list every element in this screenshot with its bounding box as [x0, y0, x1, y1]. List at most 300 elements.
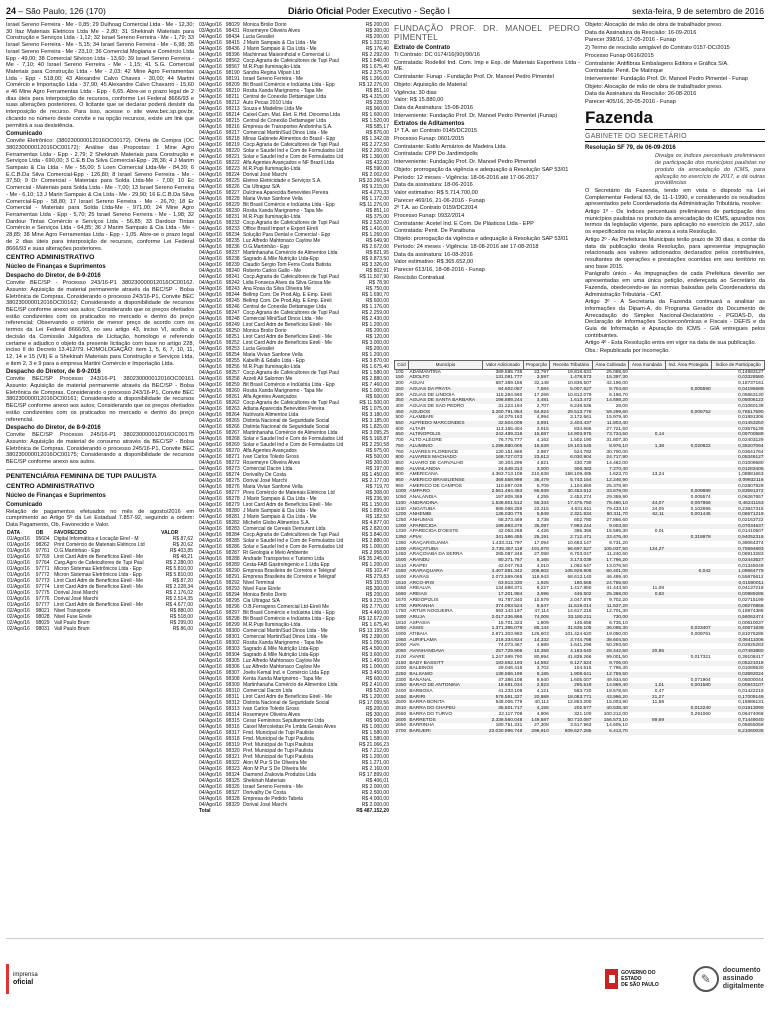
table-cell: R$ 1.450,00	[361, 472, 389, 478]
table-cell: Digital Informática e Locação Eirel - M	[54, 535, 139, 542]
table-cell: 9,940	[536, 677, 549, 683]
table-cell: 2100	[395, 654, 407, 660]
table-cell: R$ 1.675,40	[361, 364, 389, 370]
table-cell: 3.517.963	[570, 723, 592, 729]
table-cell: 19.050,00	[606, 632, 628, 638]
table-cell: J Marin Sampaio & Cia Ltda - Me	[242, 508, 317, 514]
table-cell: R$ 649,90	[365, 238, 389, 244]
table-cell: R$ 2.280,00	[165, 559, 193, 566]
table-cell: 98253	[225, 346, 240, 352]
table-cell: R$ 880,00	[169, 607, 193, 614]
payments-col-header: OB	[35, 529, 44, 536]
table-cell: 1.613.472	[550, 398, 593, 404]
table-cell: 0,71449040	[712, 718, 765, 724]
text-line: Parecer 405/16, 20-05-2016 - Funap	[585, 99, 676, 106]
table-cell: 118,943	[531, 575, 549, 581]
table-cell: 98218	[225, 136, 240, 142]
table-cell: 8.976,10	[592, 444, 628, 450]
payments-table-2	[198, 22, 390, 814]
table-cell: 296.519	[550, 683, 593, 689]
table-cell: 11,08	[652, 586, 665, 592]
table-cell: 158.109.485	[564, 472, 592, 478]
table-cell: 04/Ago/16	[199, 430, 222, 436]
table-cell: Azzeli Ali Salomon Me	[242, 376, 293, 382]
table-cell: R$ 1.416,00	[361, 226, 389, 232]
text-line: Contratante: Funap - Fundação Prof. Dr. Manoel Pedro Pimentel	[394, 74, 554, 81]
table-cell: R$ 200,00	[365, 328, 389, 334]
table-cell: 4.363.713.109	[491, 472, 523, 478]
resolucao-title: Resolução SF 79, de 06-09-2016	[585, 144, 676, 151]
text-line: Parágrafo único - As impugnações de cada Prefeitura deverão ser apresentadas em uma única petição, endereçada ao Secretário da Fazenda, obedecendo-se às normas baixadas pela Coordenadoria da Administração Tributária - CAT.	[585, 271, 765, 298]
table-cell: 0,07493880	[712, 649, 765, 655]
table-cell: 02/Ago/16	[7, 607, 30, 614]
table-cell: 0,05346127	[712, 455, 765, 461]
table-cell: 12.759,50	[592, 672, 628, 678]
table-cell: 197.809.369	[495, 495, 523, 501]
table-cell: 46.499,40	[606, 575, 628, 581]
table-cell: 98288	[225, 556, 240, 562]
table-cell: R$ 2.820,00	[361, 526, 389, 532]
table-cell: BARRETOS	[408, 718, 482, 724]
table-cell: 38.604,50	[592, 638, 628, 644]
table-cell: R$ 1.000,00	[361, 724, 389, 730]
table-cell: R$ 300,00	[365, 586, 389, 592]
col1-paragraph-2: Convite Eletrônico: (380230000012016OC00172). Oferta de Compra (OC 380230000012016OC00172): Análise das Propostas: 1 Mine Agro Ferramentas Ltda - Epp - 2,79; 2 Shekinah Materiais para Construção e Serviços Ltda - 690,00; 3 C.E.B.Da Silva Comercial-Epp - 28,36; 4 J Marim Sampaio & Cia Ltda - Me - 55,00; 5 Loen Comercial Ltda-Me - 84,39; 6 E.C.B.Da Silva Comercial-Epp - 126,80; 8 Israel Sereno Ferreira - Me - 37,50; 9 Dr Comercial - Materiais para Solda Ltda-Me - 7,00; 10 Ec Comercial - Materiais para Solda Ltda - Me - 7,00; 13 Israel Sereno Ferreira - Me - 6,10; 13 J Marin Sampaio & Cia Ltda - Me - 29,90; 16 E.C.B.Da Silva Comercial-Epp - 58,80; 17 Israel Sereno Ferreira - Me - 26,70; 18 Er Comercial - Materiais para Solda Ltda-Me - 971,00; 24 Mine Agro Ferramentas Ltda - Epp - 5,70; 25 Israel Sereno Ferreira - Me - 1,98; 32 Dardour Tintas Comércio e Serviços Ltda - 56,85; 33 Dardour Tintas Comércio e Serviços Ltda - 64,85; 36 J Marim Sampaio & Cia Ltda - Me - 28,85; 38 Mine Agro Ferramentas Ltda - Epp - 1,05. Abre-se o prazo legal de 2 dias úteis para interposição de recursos, conforme Lei Federal 8666/93 e suas alterações posteriores.	[6, 138, 194, 252]
table-cell: 4,821	[536, 460, 549, 466]
table-cell: 0,06411006	[712, 638, 765, 644]
table-cell: Shekinah Materiais	[242, 778, 286, 784]
table-cell: ANDRADINA	[408, 501, 482, 507]
table-cell: R$ 2.770,00	[361, 604, 389, 610]
table-cell: 04/Ago/16	[199, 214, 222, 220]
table-cell: 0,001580	[665, 683, 712, 689]
table-cell: Lirot Card Adm de Benefícios Eireli - Me	[242, 502, 332, 508]
table-cell: 04/Ago/16	[199, 532, 222, 538]
table-cell: 98237	[225, 250, 240, 256]
table-cell: R$ 1.360,00	[361, 154, 389, 160]
header-city: São Paulo, 126 (170)	[25, 6, 106, 16]
table-cell: 04/Ago/16	[199, 712, 222, 718]
table-cell: 0,05655059	[738, 723, 764, 729]
table-cell: 97777	[35, 601, 50, 608]
table-cell: R$ 2.272,50	[361, 142, 389, 148]
table-cell: 36.095,30	[592, 626, 628, 632]
table-cell: 99.001,50	[606, 654, 628, 660]
table-cell: 04/Ago/16	[199, 628, 222, 634]
table-cell: 3,987	[536, 449, 549, 455]
table-cell: Distinta Nacional de Seguridade Social	[242, 700, 330, 706]
table-cell: 0,01345049	[738, 563, 764, 569]
table-cell: 98228	[225, 196, 240, 202]
table-cell: 0,01422219	[738, 689, 764, 695]
table-cell: Cesta-FAB Gastroingenio e 1 Ltda Epp	[242, 562, 330, 568]
table-cell: 3,891	[523, 421, 550, 427]
table-cell: R$ 4.000,00	[361, 796, 389, 802]
table-cell: R$ 432,00	[365, 160, 389, 166]
table-cell: ARAÇOIABA DA SERRA	[409, 552, 463, 558]
table-cell: 1,09664779	[712, 569, 765, 575]
table-cell: 0,01453250	[712, 421, 765, 427]
table-cell: 4.631.611	[570, 506, 592, 512]
table-cell: 63.913.330	[483, 581, 524, 587]
table-cell: 134.888.371	[495, 586, 523, 592]
table-cell: 98238	[225, 256, 240, 262]
table-cell: 0,00843107	[712, 683, 765, 689]
table-cell: 6.413,70	[592, 729, 628, 735]
table-cell: 650	[395, 432, 409, 438]
table-cell: 98234	[225, 232, 240, 238]
table-cell: 2510	[395, 706, 409, 712]
table-cell: Ivan Carlos Toledo Gross	[242, 454, 299, 460]
table-cell: Empresa de Transportes Andorinha S.A.	[242, 124, 333, 130]
table-cell: Bit Brasil Comércio e Indústria Ltda - Epp	[242, 82, 335, 88]
table-cell: Carg.Agro de Cafeicultores de Tupi Paul	[54, 559, 144, 566]
table-cell: Bit Brasil Comércio e Indústria Ltda - Epp	[242, 202, 335, 208]
table-cell: 68.373.469	[498, 517, 523, 523]
table-cell: 98289	[225, 562, 240, 568]
table-cell: BARBOSA	[409, 689, 433, 695]
table-cell: 2.712.471	[550, 535, 593, 541]
table-cell: 73.734,50	[592, 432, 628, 438]
table-cell: 300	[395, 392, 404, 398]
table-cell: R$ 20,62	[172, 541, 193, 548]
table-cell: 2.321.934	[550, 512, 593, 518]
table-cell: R$ 1.266,00	[361, 76, 389, 82]
table-cell: Comercial de Cereais Demurant Ltda	[242, 526, 326, 532]
header-rule	[6, 18, 764, 19]
table-cell: 0,06571219	[712, 512, 765, 518]
table-cell: 40,114	[534, 700, 549, 706]
stamp-line3: digitalmente	[722, 982, 764, 990]
table-cell: 97775	[35, 589, 50, 596]
table-cell: R$ 200,00	[365, 346, 389, 352]
table-cell: Nivel Fuse Eirele	[54, 613, 92, 620]
table-cell: R$ 4.460,00	[361, 610, 389, 616]
table-cell: 306.383	[550, 467, 593, 473]
table-cell: 04/Ago/16	[199, 670, 222, 676]
table-cell: 04/Ago/16	[199, 178, 222, 184]
table-cell: 450	[395, 410, 409, 416]
table-cell: 98250	[225, 328, 240, 334]
table-cell: 35.601.717	[483, 706, 524, 712]
table-cell: 98029	[35, 619, 50, 626]
table-cell: Micron Sistemas Eletrônicos Ltda - Epp	[54, 571, 142, 578]
table-cell: 0,14883127	[738, 369, 764, 375]
table-cell: R$ 1.825,00	[361, 424, 389, 430]
table-cell: 11.240,60	[606, 552, 628, 558]
table-cell: R$ 200,00	[365, 22, 389, 28]
table-cell: 2700	[395, 729, 409, 735]
table-cell: 0,009889	[665, 489, 712, 495]
table-cell: 430.739	[574, 460, 592, 466]
table-cell: 27,088	[534, 552, 549, 558]
table-cell: BÁLSAMO	[408, 672, 482, 678]
table-cell: 80.271.767	[483, 558, 524, 564]
table-cell: 98396	[225, 52, 240, 58]
text-line: Rescisão Contratual	[394, 274, 445, 281]
table-cell: 22.117.709	[498, 711, 523, 717]
table-cell: 550	[395, 421, 409, 427]
table-cell: Andrade Transportes e Turismo Ltda	[242, 556, 325, 562]
table-cell: 98241	[225, 274, 240, 280]
text-line: Valor: R$ 15.880,00	[394, 97, 444, 104]
table-cell: 04/Ago/16	[199, 280, 222, 286]
table-cell: Fmd. Municipal de Tupi Paulista	[242, 730, 314, 736]
table-cell: 04/Ago/16	[199, 244, 222, 250]
table-cell: 97774	[35, 583, 50, 590]
table-cell: 136.030.775	[483, 512, 524, 518]
table-cell: 97771	[35, 565, 50, 572]
table-cell: Rosemeyre Oliveira Alves	[242, 28, 301, 34]
table-cell: 98190	[225, 70, 240, 76]
table-cell: 1750	[395, 609, 407, 615]
table-cell: 04/Ago/16	[199, 46, 222, 52]
text-line: Período: 12 meses - Vigência: 18-06-2016 até 17-06-2017	[394, 174, 539, 181]
icms-table-body	[395, 369, 765, 735]
table-cell: 98329	[225, 802, 240, 808]
table-cell: 14.462,00	[606, 460, 628, 466]
table-cell: 9.706,00	[592, 661, 628, 667]
table-cell: J Marin Sampaio & Cia Ltda - Me	[242, 46, 317, 52]
table-cell: 02/Ago/16	[7, 625, 30, 632]
table-cell: 0,017321	[690, 654, 711, 660]
table-cell: 0,01590011	[712, 581, 765, 587]
table-cell: R$ 2.292,00	[361, 52, 389, 58]
col1-nucleo-heading: Núcleo de Finanças e Suprimentos	[6, 264, 106, 271]
table-cell: 04/Ago/16	[199, 556, 222, 562]
table-cell: 98256	[225, 364, 240, 370]
table-cell: 98240	[225, 268, 240, 274]
table-cell: 0,09700589	[712, 432, 765, 438]
table-cell: 3,000	[523, 467, 550, 473]
table-cell: 98242	[225, 280, 240, 286]
table-cell: 01/Ago/16	[7, 559, 30, 566]
table-cell: 760	[395, 449, 404, 455]
table-cell: 4,121	[536, 689, 549, 695]
table-cell: 730,00	[592, 615, 628, 621]
table-cell: 0,17009149	[712, 695, 765, 701]
table-cell: 04/Ago/16	[199, 130, 222, 136]
table-row	[395, 387, 765, 393]
table-cell: 04/Ago/16	[199, 658, 222, 664]
table-cell: 8,185	[523, 672, 550, 678]
table-cell: R$ 2.200,00	[361, 148, 389, 154]
table-cell: 33.476,40	[592, 535, 628, 541]
table-cell: 04/Ago/16	[199, 784, 222, 790]
table-cell: 04/Ago/16	[199, 688, 222, 694]
table-cell: 60.311,70	[592, 512, 628, 518]
table-cell: Solar e Saudel Ind e Com de Formulados Ltd	[242, 538, 344, 544]
table-cell: 04/Ago/16	[199, 676, 222, 682]
table-cell: Ana Rosa da Silva Oliveira Me	[242, 286, 311, 292]
table-cell: 98305	[225, 658, 240, 664]
table-cell: 1350	[395, 535, 409, 541]
table-cell: 04/Ago/16	[199, 196, 222, 202]
table-cell: 65,939	[523, 489, 550, 495]
icms-col-header: Município	[408, 361, 482, 370]
table-cell: R$ 33.260,54	[358, 178, 389, 184]
table-cell: 98275	[225, 478, 240, 484]
table-cell: Martinhanaha Comércio de Alimentos Ltda	[242, 430, 338, 436]
table-cell: R$ 1.840,00	[361, 58, 389, 64]
table-cell: 8,547	[523, 604, 550, 610]
table-cell: 04/Ago/16	[199, 418, 222, 424]
table-cell: 4,426	[536, 529, 549, 535]
table-cell: 3.744.768	[550, 638, 593, 644]
table-cell: Bit Brasil Comércio e Indústria Ltda - Epp	[242, 610, 335, 616]
table-cell: 0,020822	[665, 444, 712, 450]
table-cell: 2,707	[536, 403, 549, 409]
table-cell: 98247	[225, 310, 240, 316]
table-cell: 98223	[225, 166, 240, 172]
table-cell: 97773	[35, 577, 50, 584]
table-cell: R$ 2.520,00	[361, 220, 389, 226]
table-cell: 04/Ago/16	[199, 406, 222, 412]
table-cell: 18.083.771	[550, 695, 593, 701]
table-cell: 1850	[395, 626, 409, 632]
table-cell: 98215	[225, 118, 240, 124]
table-row	[395, 729, 765, 735]
table-cell: Cesar Femininos Sepultamento Ltda	[242, 718, 325, 724]
table-cell: BARRA DO TURVO	[409, 711, 453, 717]
table-cell: 1.502.190	[570, 438, 592, 444]
text-line: Contratada: Penit. De Maiinque	[585, 68, 664, 75]
table-cell: 1,925	[523, 581, 550, 587]
table-cell: 78.460,10	[592, 501, 628, 507]
table-cell: 29.359,90	[606, 495, 628, 501]
table-cell: Lucia Gessilei	[242, 34, 275, 40]
page-number: 24	[6, 6, 17, 16]
table-cell: 04/Ago/16	[199, 142, 222, 148]
resolucao-ementa: Divulga os índices percentuais preliminares de participação dos municípios paulistas no produto da arrecadação do ICMS, para aplicação no exercício de 2017, e dá outras providências	[655, 153, 765, 187]
table-cell: 98230	[225, 208, 240, 214]
table-cell: 860	[395, 467, 409, 473]
col1-despacho-2: Despacho do Diretor, de 8-9-2016	[6, 369, 101, 376]
table-cell: 1450	[395, 552, 407, 558]
table-cell: Comercial Mini/Sud Dinos Ltda - Me	[242, 316, 323, 322]
table-cell: R$ 300,00	[365, 28, 389, 34]
table-cell: R$ 1.520,00	[361, 118, 389, 124]
table-cell: Sandra Regina Vilpan Ltd	[242, 70, 300, 76]
table-cell: 33.180.211	[550, 615, 593, 621]
table-cell: 98259	[225, 382, 240, 388]
table-cell: 285.087.346	[495, 552, 523, 558]
text-line: Data da Assinatura: 15-08-2016	[394, 104, 473, 111]
extratos-aditamentos-heading: Extratos de Aditamentos	[394, 121, 465, 128]
table-cell: Central de Conexão Dettamager Ltda	[242, 94, 327, 100]
table-cell: Dorival José Marchi	[54, 589, 98, 596]
table-cell: 20,85	[629, 649, 665, 655]
table-cell: 04/Ago/16	[199, 652, 222, 658]
table-cell: 1810	[395, 620, 407, 626]
table-cell: Nivel Transporte	[54, 607, 91, 614]
table-cell: 0,56062474	[712, 615, 765, 621]
icms-col-header: Área Cultivada	[592, 361, 628, 370]
table-cell: 0,03328580	[712, 375, 765, 381]
table-cell: R$ 1.260,00	[361, 232, 389, 238]
table-cell: R$ 11.276,00	[359, 202, 389, 208]
journal-title: Diário Oficial	[287, 6, 344, 16]
table-cell: R$ 9.215,00	[361, 184, 389, 190]
table-cell: 578.591.327	[483, 695, 524, 701]
table-cell: 0,02825283	[738, 643, 764, 649]
table-cell: 44.079.163	[498, 415, 523, 421]
table-cell: 9.003,60	[592, 524, 628, 530]
logo1-line1: imprensa	[13, 971, 38, 978]
table-cell: ARAPEÍ	[409, 563, 427, 569]
table-cell: 97769	[35, 553, 50, 560]
table-cell: 1.417.850	[570, 586, 592, 592]
table-cell: R$ 2.958,00	[361, 550, 389, 556]
table-cell: R$ 1.600,00	[361, 112, 389, 118]
table-cell: 98300	[225, 628, 240, 634]
table-cell: Martinhanaha Comércio de Alimentos Ltda	[242, 682, 338, 688]
table-cell: 4,906	[536, 711, 549, 717]
table-cell: 242.489.316	[483, 432, 524, 438]
table-cell: R$ 851,10	[365, 208, 389, 214]
table-cell: R$ 2.880,00	[361, 376, 389, 382]
table-cell: R$ 1.899,00	[361, 508, 389, 514]
col1-nucleo-heading-2: Núcleo de Finanças e Suprimentos	[6, 492, 106, 499]
table-cell: 13.076,50	[606, 563, 628, 569]
table-cell: 04/Ago/16	[199, 802, 222, 808]
table-cell: 0,012240	[665, 706, 712, 712]
table-cell: 2.735.367.119	[483, 547, 524, 553]
table-cell: Solar e Saudel Ind e Com de Formulados Ltd	[242, 544, 344, 550]
table-cell: Joelis Kemal Ind. e Comércio Ltda Epp	[242, 670, 330, 676]
table-cell: 12.701,30	[606, 609, 628, 615]
table-cell: 04/Ago/16	[199, 382, 222, 388]
table-cell: M.R.Pupi Iluminação-Ltda	[242, 622, 301, 628]
table-cell: M.R.Pupi Iluminação-Ltda	[242, 364, 301, 370]
table-cell: 98029	[225, 22, 240, 28]
table-cell: 98277	[225, 490, 240, 496]
table-cell: 149,587	[523, 718, 550, 724]
table-cell: 101.424.620	[564, 632, 592, 638]
payments-total-row	[198, 808, 390, 814]
table-cell: 40.538,40	[592, 706, 628, 712]
table-cell: 6.196,70	[609, 392, 628, 398]
table-cell: R$ 2.176,02	[165, 589, 193, 596]
table-cell: 199.693.276	[483, 524, 524, 530]
table-cell: 98257	[225, 370, 240, 376]
table-cell: 24.717,90	[592, 455, 628, 461]
table-cell: 834.666	[574, 426, 592, 432]
table-cell: ÁGUAS DE SANTA BÁRBARA	[408, 398, 482, 404]
table-cell: 95604	[35, 535, 50, 542]
table-cell: 14.698,20	[592, 398, 628, 404]
table-cell: R$ 2.002,00	[361, 172, 389, 178]
table-cell: 15.397,30	[592, 375, 628, 381]
table-cell: 134,27	[629, 547, 665, 553]
table-cell: 14,332	[523, 638, 550, 644]
table-cell: 04/Ago/16	[199, 742, 222, 748]
table-cell: R$ 403,85	[169, 547, 193, 554]
table-cell: R$ 4.500,00	[361, 646, 389, 652]
table-cell: 4.163.640	[550, 649, 593, 655]
logo2-line2: DE SÃO PAULO	[621, 981, 659, 988]
table-cell: 04/Ago/16	[199, 550, 222, 556]
table-cell: 31.223.194	[498, 403, 523, 409]
table-cell: Rt Geologia e Meio Ambiente	[242, 550, 308, 556]
table-cell: R$ 21.066,23	[358, 742, 389, 748]
table-cell: ÁGUAS DE LINDÓIA	[409, 392, 455, 398]
table-cell: Rosita Xanda Marignomo - Tapa Me	[242, 88, 323, 94]
table-cell: R$ 1.172,00	[361, 196, 389, 202]
table-cell: 10,358	[523, 649, 550, 655]
table-cell: Claudio Sergio Tom Ferra Costa Batista	[242, 262, 331, 268]
table-cell: 22,315	[534, 506, 549, 512]
